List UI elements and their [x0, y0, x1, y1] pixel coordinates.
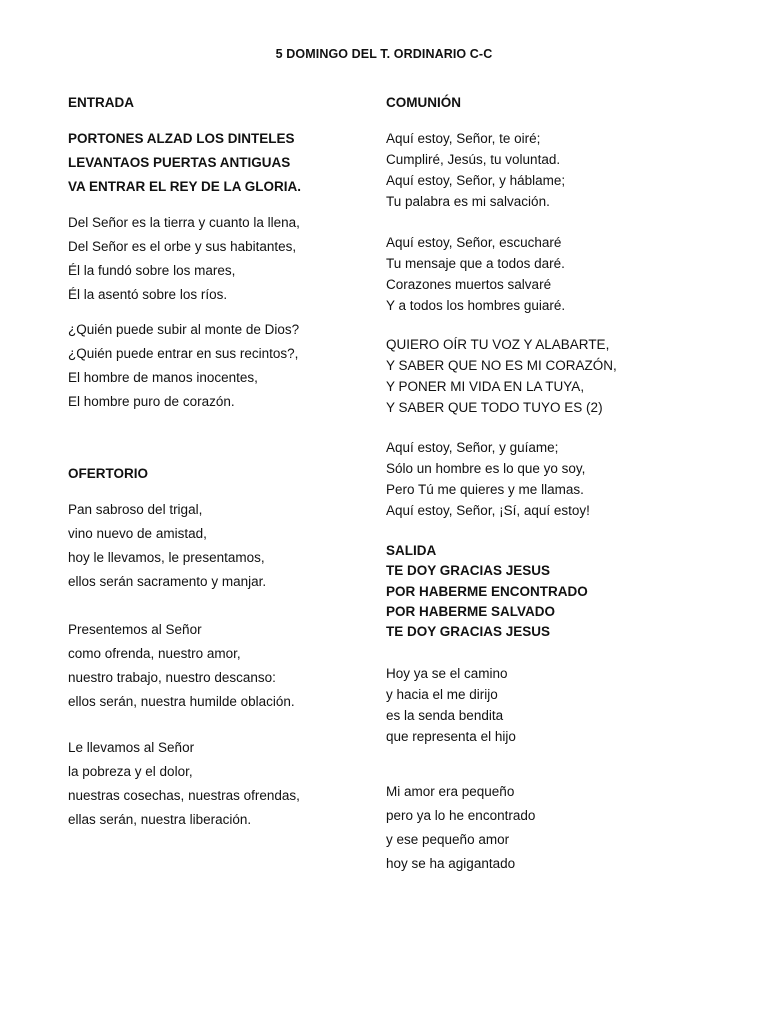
salida-verse2-line-1: Mi amor era pequeño	[386, 784, 515, 799]
salida-chorus-line-3: POR HABERME SALVADO	[386, 604, 556, 619]
comunion-verse3-line-2: Sólo un hombre es lo que yo soy,	[386, 461, 586, 476]
comunion-verse1-line-3: Aquí estoy, Señor, y háblame;	[386, 173, 566, 188]
salida-verse2-line-2: pero ya lo he encontrado	[386, 808, 536, 823]
ofertorio-verse2-line-2: como ofrenda, nuestro amor,	[68, 646, 241, 661]
entrada-verse1-line-3: Él la fundó sobre los mares,	[68, 263, 236, 278]
ofertorio-verse2-line-4: ellos serán, nuestra humilde oblación.	[68, 694, 295, 709]
comunion-verse3-line-3: Pero Tú me quieres y me llamas.	[386, 482, 584, 497]
salida-chorus-line-2: POR HABERME ENCONTRADO	[386, 584, 588, 599]
salida-heading: SALIDA	[386, 543, 437, 558]
comunion-heading: COMUNIÓN	[386, 95, 461, 110]
entrada-verse2-line-4: El hombre puro de corazón.	[68, 394, 235, 409]
entrada-verse2-line-3: El hombre de manos inocentes,	[68, 370, 258, 385]
salida-verse1-line-3: es la senda bendita	[386, 708, 504, 723]
salida-chorus-line-4: TE DOY GRACIAS JESUS	[386, 624, 551, 639]
comunion-verse3-line-4: Aquí estoy, Señor, ¡Sí, aquí estoy!	[386, 503, 590, 518]
salida-verse1-line-2: y hacia el me dirijo	[386, 687, 498, 702]
salida-chorus-line-1: TE DOY GRACIAS JESUS	[386, 563, 551, 578]
comunion-verse2-line-3: Corazones muertos salvaré	[386, 277, 552, 292]
salida-verse1-line-1: Hoy ya se el camino	[386, 666, 508, 681]
comunion-verse1-line-1: Aquí estoy, Señor, te oiré;	[386, 131, 541, 146]
comunion-chorus-line-3: Y PONER MI VIDA EN LA TUYA,	[386, 379, 585, 394]
ofertorio-verse1-line-1: Pan sabroso del trigal,	[68, 502, 203, 517]
salida-verse1-line-4: que representa el hijo	[386, 729, 516, 744]
ofertorio-verse3-line-3: nuestras cosechas, nuestras ofrendas,	[68, 788, 300, 803]
ofertorio-verse3-line-1: Le llevamos al Señor	[68, 740, 195, 755]
entrada-heading: ENTRADA	[68, 95, 134, 110]
entrada-verse1-line-4: Él la asentó sobre los ríos.	[68, 287, 228, 302]
comunion-verse3-line-1: Aquí estoy, Señor, y guíame;	[386, 440, 559, 455]
comunion-verse1-line-2: Cumpliré, Jesús, tu voluntad.	[386, 152, 561, 167]
entrada-chorus-line-3: VA ENTRAR EL REY DE LA GLORIA.	[68, 179, 302, 194]
entrada-verse2-line-2: ¿Quién puede entrar en sus recintos?,	[68, 346, 299, 361]
ofertorio-verse1-line-2: vino nuevo de amistad,	[68, 526, 207, 541]
comunion-verse2-line-1: Aquí estoy, Señor, escucharé	[386, 235, 562, 250]
salida-verse2-line-4: hoy se ha agigantado	[386, 856, 516, 871]
ofertorio-heading: OFERTORIO	[68, 466, 149, 481]
entrada-verse2-line-1: ¿Quién puede subir al monte de Dios?	[68, 322, 300, 337]
comunion-chorus-line-2: Y SABER QUE NO ES MI CORAZÓN,	[386, 358, 617, 373]
ofertorio-verse1-line-3: hoy le llevamos, le presentamos,	[68, 550, 265, 565]
page-title: 5 DOMINGO DEL T. ORDINARIO C-C	[275, 47, 493, 61]
ofertorio-verse2-line-1: Presentemos al Señor	[68, 622, 202, 637]
entrada-chorus-line-1: PORTONES ALZAD LOS DINTELES	[68, 131, 295, 146]
comunion-verse1-line-4: Tu palabra es mi salvación.	[386, 194, 550, 209]
entrada-verse1-line-1: Del Señor es la tierra y cuanto la llena,	[68, 215, 300, 230]
ofertorio-verse3-line-2: la pobreza y el dolor,	[68, 764, 193, 779]
comunion-chorus-line-4: Y SABER QUE TODO TUYO ES (2)	[386, 400, 603, 415]
comunion-verse2-line-4: Y a todos los hombres guiaré.	[386, 298, 566, 313]
comunion-chorus-line-1: QUIERO OÍR TU VOZ Y ALABARTE,	[386, 337, 610, 352]
salida-verse2-line-3: y ese pequeño amor	[386, 832, 510, 847]
entrada-chorus-line-2: LEVANTAOS PUERTAS ANTIGUAS	[68, 155, 291, 170]
comunion-verse2-line-2: Tu mensaje que a todos daré.	[386, 256, 565, 271]
entrada-verse1-line-2: Del Señor es el orbe y sus habitantes,	[68, 239, 297, 254]
ofertorio-verse2-line-3: nuestro trabajo, nuestro descanso:	[68, 670, 276, 685]
ofertorio-verse3-line-4: ellas serán, nuestra liberación.	[68, 812, 252, 827]
ofertorio-verse1-line-4: ellos serán sacramento y manjar.	[68, 574, 267, 589]
